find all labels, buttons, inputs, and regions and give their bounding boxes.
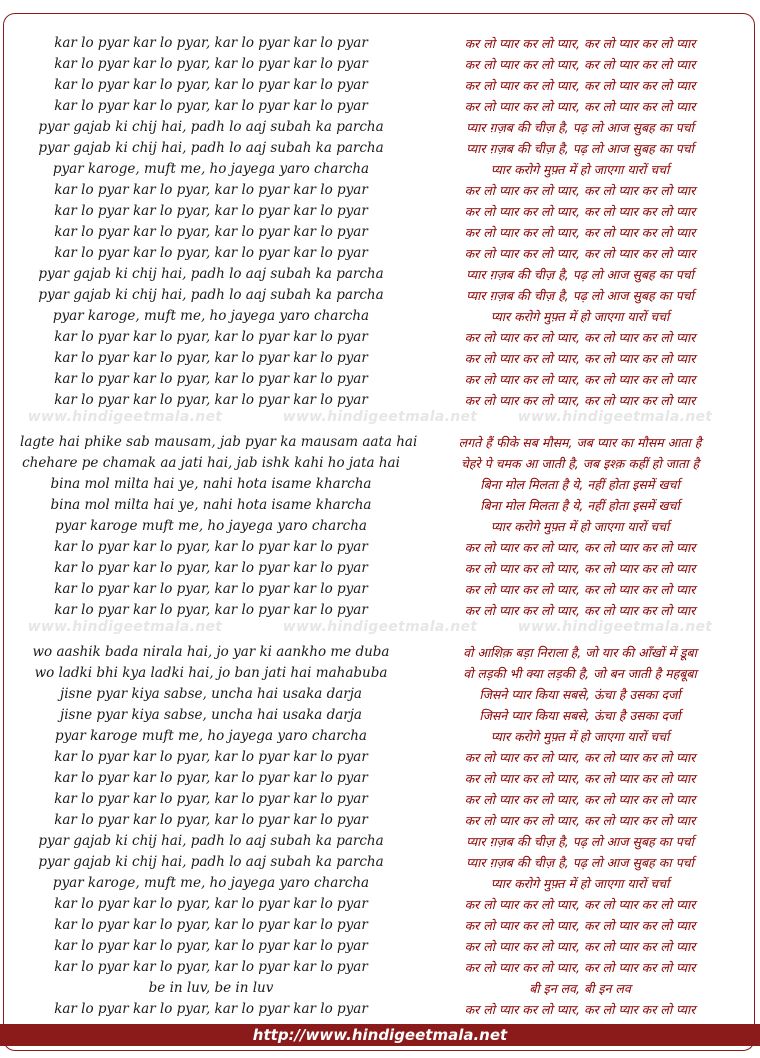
lyric-row bbox=[0, 957, 760, 978]
lyric-row bbox=[0, 138, 760, 159]
lyric-english: kar lo pyar kar lo pyar, kar lo pyar kar lo pyar bbox=[54, 98, 368, 114]
lyric-english: kar lo pyar kar lo pyar, kar lo pyar kar lo pyar bbox=[54, 770, 368, 786]
lyric-row bbox=[0, 600, 760, 621]
lyric-row bbox=[0, 33, 760, 54]
watermark-text: www.hindigeetmala.net bbox=[517, 619, 713, 635]
lyric-row bbox=[0, 999, 760, 1020]
lyric-row bbox=[0, 495, 760, 516]
lyric-english: wo ladki bhi kya ladki hai, jo ban jati hai mahabuba bbox=[34, 665, 388, 681]
lyric-row bbox=[0, 789, 760, 810]
lyric-row bbox=[0, 579, 760, 600]
lyric-english: pyar gajab ki chij hai, padh lo aaj subah ka parcha bbox=[38, 140, 384, 156]
lyric-english: kar lo pyar kar lo pyar, kar lo pyar kar lo pyar bbox=[54, 581, 368, 597]
lyric-row bbox=[0, 390, 760, 411]
lyric-hindi: कर लो प्यार कर लो प्यार, कर लो प्यार कर लो प्यार bbox=[464, 330, 696, 345]
lyric-hindi: कर लो प्यार कर लो प्यार, कर लो प्यार कर लो प्यार bbox=[464, 57, 696, 72]
lyric-row bbox=[0, 96, 760, 117]
lyric-hindi: चेहरे पे चमक आ जाती है, जब इश्क़ कहीं हो जाता है bbox=[460, 456, 700, 471]
lyric-row bbox=[0, 894, 760, 915]
lyric-hindi: कर लो प्यार कर लो प्यार, कर लो प्यार कर लो प्यार bbox=[464, 204, 696, 219]
lyric-english: kar lo pyar kar lo pyar, kar lo pyar kar lo pyar bbox=[54, 1001, 368, 1017]
lyric-english: kar lo pyar kar lo pyar, kar lo pyar kar lo pyar bbox=[54, 224, 368, 240]
watermark-text: www.hindigeetmala.net bbox=[27, 409, 223, 425]
lyric-english: pyar gajab ki chij hai, padh lo aaj subah ka parcha bbox=[38, 287, 384, 303]
lyric-hindi: कर लो प्यार कर लो प्यार, कर लो प्यार कर लो प्यार bbox=[464, 603, 696, 618]
lyric-row bbox=[0, 285, 760, 306]
lyric-english: kar lo pyar kar lo pyar, kar lo pyar kar lo pyar bbox=[54, 812, 368, 828]
lyric-hindi: कर लो प्यार कर लो प्यार, कर लो प्यार कर लो प्यार bbox=[464, 351, 696, 366]
lyric-row bbox=[0, 831, 760, 852]
lyric-hindi: कर लो प्यार कर लो प्यार, कर लो प्यार कर लो प्यार bbox=[464, 393, 696, 408]
lyric-english: kar lo pyar kar lo pyar, kar lo pyar kar lo pyar bbox=[54, 917, 368, 933]
lyric-english: pyar gajab ki chij hai, padh lo aaj subah ka parcha bbox=[38, 119, 384, 135]
lyric-hindi: कर लो प्यार कर लो प्यार, कर लो प्यार कर लो प्यार bbox=[464, 561, 696, 576]
lyric-hindi: वो आशिक़ बड़ा निराला है, जो यार की आँखों में डूबा bbox=[463, 645, 697, 660]
lyric-english: kar lo pyar kar lo pyar, kar lo pyar kar lo pyar bbox=[54, 350, 368, 366]
lyric-row bbox=[0, 201, 760, 222]
lyric-row bbox=[0, 747, 760, 768]
lyric-english: jisne pyar kiya sabse, uncha hai usaka darja bbox=[60, 707, 362, 723]
lyric-hindi: बिना मोल मिलता है ये, नहीं होता इसमें खर्चा bbox=[480, 498, 680, 513]
lyric-row bbox=[0, 117, 760, 138]
lyric-english: pyar gajab ki chij hai, padh lo aaj subah ka parcha bbox=[38, 833, 384, 849]
lyric-english: pyar karoge, muft me, ho jayega yaro charcha bbox=[52, 875, 370, 891]
lyric-row bbox=[0, 642, 760, 663]
lyric-row bbox=[0, 453, 760, 474]
lyric-hindi: कर लो प्यार कर लो प्यार, कर लो प्यार कर लो प्यार bbox=[464, 78, 696, 93]
lyric-hindi: प्यार करोगे मुफ़्त में हो जाएगा यारों चर्चा bbox=[490, 519, 670, 534]
lyric-english: kar lo pyar kar lo pyar, kar lo pyar kar lo pyar bbox=[54, 959, 368, 975]
lyric-hindi: कर लो प्यार कर लो प्यार, कर लो प्यार कर लो प्यार bbox=[464, 960, 696, 975]
lyric-hindi: कर लो प्यार कर लो प्यार, कर लो प्यार कर लो प्यार bbox=[464, 582, 696, 597]
lyric-hindi: कर लो प्यार कर लो प्यार, कर लो प्यार कर लो प्यार bbox=[464, 813, 696, 828]
lyric-hindi: प्यार करोगे मुफ़्त में हो जाएगा यारों चर्चा bbox=[490, 876, 670, 891]
lyric-row bbox=[0, 432, 760, 453]
lyric-english: kar lo pyar kar lo pyar, kar lo pyar kar lo pyar bbox=[54, 77, 368, 93]
lyric-english: lagte hai phike sab mausam, jab pyar ka mausam aata hai bbox=[20, 434, 418, 450]
lyric-row bbox=[0, 474, 760, 495]
lyric-hindi: कर लो प्यार कर लो प्यार, कर लो प्यार कर लो प्यार bbox=[464, 792, 696, 807]
lyric-hindi: प्यार ग़ज़ब की चीज़ है, पढ़ लो आज सुबह का पर्चा bbox=[466, 855, 694, 870]
lyric-english: kar lo pyar kar lo pyar, kar lo pyar kar lo pyar bbox=[54, 329, 368, 345]
lyric-row bbox=[0, 852, 760, 873]
lyric-hindi: प्यार ग़ज़ब की चीज़ है, पढ़ लो आज सुबह का पर्चा bbox=[466, 267, 694, 282]
lyric-hindi: कर लो प्यार कर लो प्यार, कर लो प्यार कर लो प्यार bbox=[464, 246, 696, 261]
lyric-row bbox=[0, 327, 760, 348]
lyric-english: pyar karoge muft me, ho jayega yaro charcha bbox=[55, 518, 367, 534]
lyric-hindi: प्यार करोगे मुफ़्त में हो जाएगा यारों चर्चा bbox=[490, 309, 670, 324]
lyric-english: kar lo pyar kar lo pyar, kar lo pyar kar lo pyar bbox=[54, 392, 368, 408]
lyric-row bbox=[0, 873, 760, 894]
lyric-english: chehare pe chamak aa jati hai, jab ishk kahi ho jata hai bbox=[22, 455, 400, 471]
lyric-row bbox=[0, 726, 760, 747]
lyric-english: pyar karoge, muft me, ho jayega yaro charcha bbox=[52, 308, 370, 324]
footer-bar bbox=[0, 1024, 760, 1046]
lyric-hindi: बी इन लव, बी इन लव bbox=[529, 981, 631, 996]
lyric-english: kar lo pyar kar lo pyar, kar lo pyar kar lo pyar bbox=[54, 182, 368, 198]
lyric-hindi: प्यार करोगे मुफ़्त में हो जाएगा यारों चर्चा bbox=[490, 729, 670, 744]
watermark-text: www.hindigeetmala.net bbox=[282, 409, 478, 425]
lyric-hindi: कर लो प्यार कर लो प्यार, कर लो प्यार कर लो प्यार bbox=[464, 183, 696, 198]
lyric-english: kar lo pyar kar lo pyar, kar lo pyar kar lo pyar bbox=[54, 749, 368, 765]
lyric-hindi: कर लो प्यार कर लो प्यार, कर लो प्यार कर लो प्यार bbox=[464, 372, 696, 387]
lyric-row bbox=[0, 243, 760, 264]
footer-url[interactable]: http://www.hindigeetmala.net bbox=[252, 1026, 508, 1044]
lyric-english: bina mol milta hai ye, nahi hota isame kharcha bbox=[50, 497, 372, 513]
lyric-hindi: कर लो प्यार कर लो प्यार, कर लो प्यार कर लो प्यार bbox=[464, 750, 696, 765]
lyric-hindi: प्यार ग़ज़ब की चीज़ है, पढ़ लो आज सुबह का पर्चा bbox=[466, 288, 694, 303]
lyric-hindi: प्यार ग़ज़ब की चीज़ है, पढ़ लो आज सुबह का पर्चा bbox=[466, 834, 694, 849]
lyric-hindi: कर लो प्यार कर लो प्यार, कर लो प्यार कर लो प्यार bbox=[464, 939, 696, 954]
lyric-row bbox=[0, 306, 760, 327]
lyric-row bbox=[0, 978, 760, 999]
lyric-english: pyar gajab ki chij hai, padh lo aaj subah ka parcha bbox=[38, 266, 384, 282]
lyric-row bbox=[0, 75, 760, 96]
lyric-row bbox=[0, 705, 760, 726]
watermark-row bbox=[0, 619, 760, 637]
lyric-hindi: वो लड़की भी क्या लड़की है, जो बन जाती है महबूबा bbox=[463, 666, 697, 681]
lyric-english: pyar karoge muft me, ho jayega yaro charcha bbox=[55, 728, 367, 744]
lyric-hindi: प्यार ग़ज़ब की चीज़ है, पढ़ लो आज सुबह का पर्चा bbox=[466, 141, 694, 156]
lyric-hindi: कर लो प्यार कर लो प्यार, कर लो प्यार कर लो प्यार bbox=[464, 99, 696, 114]
lyric-english: bina mol milta hai ye, nahi hota isame kharcha bbox=[50, 476, 372, 492]
lyric-english: kar lo pyar kar lo pyar, kar lo pyar kar lo pyar bbox=[54, 245, 368, 261]
lyric-english: kar lo pyar kar lo pyar, kar lo pyar kar lo pyar bbox=[54, 791, 368, 807]
lyric-hindi: कर लो प्यार कर लो प्यार, कर लो प्यार कर लो प्यार bbox=[464, 918, 696, 933]
lyric-row bbox=[0, 516, 760, 537]
lyric-english: kar lo pyar kar lo pyar, kar lo pyar kar lo pyar bbox=[54, 35, 368, 51]
watermark-text: www.hindigeetmala.net bbox=[27, 619, 223, 635]
lyric-english: kar lo pyar kar lo pyar, kar lo pyar kar lo pyar bbox=[54, 56, 368, 72]
lyric-row bbox=[0, 180, 760, 201]
lyric-row bbox=[0, 684, 760, 705]
lyric-english: kar lo pyar kar lo pyar, kar lo pyar kar lo pyar bbox=[54, 938, 368, 954]
lyric-english: pyar karoge, muft me, ho jayega yaro charcha bbox=[52, 161, 370, 177]
watermark-text: www.hindigeetmala.net bbox=[517, 409, 713, 425]
lyric-hindi: कर लो प्यार कर लो प्यार, कर लो प्यार कर लो प्यार bbox=[464, 1002, 696, 1017]
lyric-english: jisne pyar kiya sabse, uncha hai usaka darja bbox=[60, 686, 362, 702]
lyric-english: kar lo pyar kar lo pyar, kar lo pyar kar lo pyar bbox=[54, 896, 368, 912]
watermark-text: www.hindigeetmala.net bbox=[282, 619, 478, 635]
lyric-row bbox=[0, 159, 760, 180]
lyric-row bbox=[0, 915, 760, 936]
lyric-hindi: जिसने प्यार किया सबसे, ऊंचा है उसका दर्जा bbox=[479, 687, 681, 702]
lyric-hindi: लगते हैं फीके सब मौसम, जब प्यार का मौसम आता है bbox=[458, 435, 702, 450]
lyric-row bbox=[0, 537, 760, 558]
lyric-hindi: कर लो प्यार कर लो प्यार, कर लो प्यार कर लो प्यार bbox=[464, 897, 696, 912]
lyric-row bbox=[0, 663, 760, 684]
lyric-hindi: जिसने प्यार किया सबसे, ऊंचा है उसका दर्जा bbox=[479, 708, 681, 723]
lyric-english: kar lo pyar kar lo pyar, kar lo pyar kar lo pyar bbox=[54, 203, 368, 219]
lyric-english: kar lo pyar kar lo pyar, kar lo pyar kar lo pyar bbox=[54, 539, 368, 555]
lyric-row bbox=[0, 348, 760, 369]
lyric-english: kar lo pyar kar lo pyar, kar lo pyar kar lo pyar bbox=[54, 560, 368, 576]
lyric-row bbox=[0, 54, 760, 75]
lyric-hindi: कर लो प्यार कर लो प्यार, कर लो प्यार कर लो प्यार bbox=[464, 225, 696, 240]
lyric-row bbox=[0, 810, 760, 831]
lyric-row bbox=[0, 264, 760, 285]
lyric-english: be in luv, be in luv bbox=[148, 980, 274, 996]
lyric-row bbox=[0, 558, 760, 579]
lyric-hindi: बिना मोल मिलता है ये, नहीं होता इसमें खर्चा bbox=[480, 477, 680, 492]
lyric-hindi: कर लो प्यार कर लो प्यार, कर लो प्यार कर लो प्यार bbox=[464, 540, 696, 555]
lyric-row bbox=[0, 936, 760, 957]
lyric-english: kar lo pyar kar lo pyar, kar lo pyar kar lo pyar bbox=[54, 371, 368, 387]
lyric-hindi: कर लो प्यार कर लो प्यार, कर लो प्यार कर लो प्यार bbox=[464, 36, 696, 51]
lyric-hindi: कर लो प्यार कर लो प्यार, कर लो प्यार कर लो प्यार bbox=[464, 771, 696, 786]
lyric-hindi: प्यार करोगे मुफ़्त में हो जाएगा यारों चर्चा bbox=[490, 162, 670, 177]
lyric-english: wo aashik bada nirala hai, jo yar ki aankho me duba bbox=[32, 644, 390, 660]
lyric-english: pyar gajab ki chij hai, padh lo aaj subah ka parcha bbox=[38, 854, 384, 870]
lyric-row bbox=[0, 369, 760, 390]
lyric-row bbox=[0, 768, 760, 789]
watermark-row bbox=[0, 409, 760, 427]
lyric-hindi: प्यार ग़ज़ब की चीज़ है, पढ़ लो आज सुबह का पर्चा bbox=[466, 120, 694, 135]
lyric-english: kar lo pyar kar lo pyar, kar lo pyar kar lo pyar bbox=[54, 602, 368, 618]
lyric-row bbox=[0, 222, 760, 243]
